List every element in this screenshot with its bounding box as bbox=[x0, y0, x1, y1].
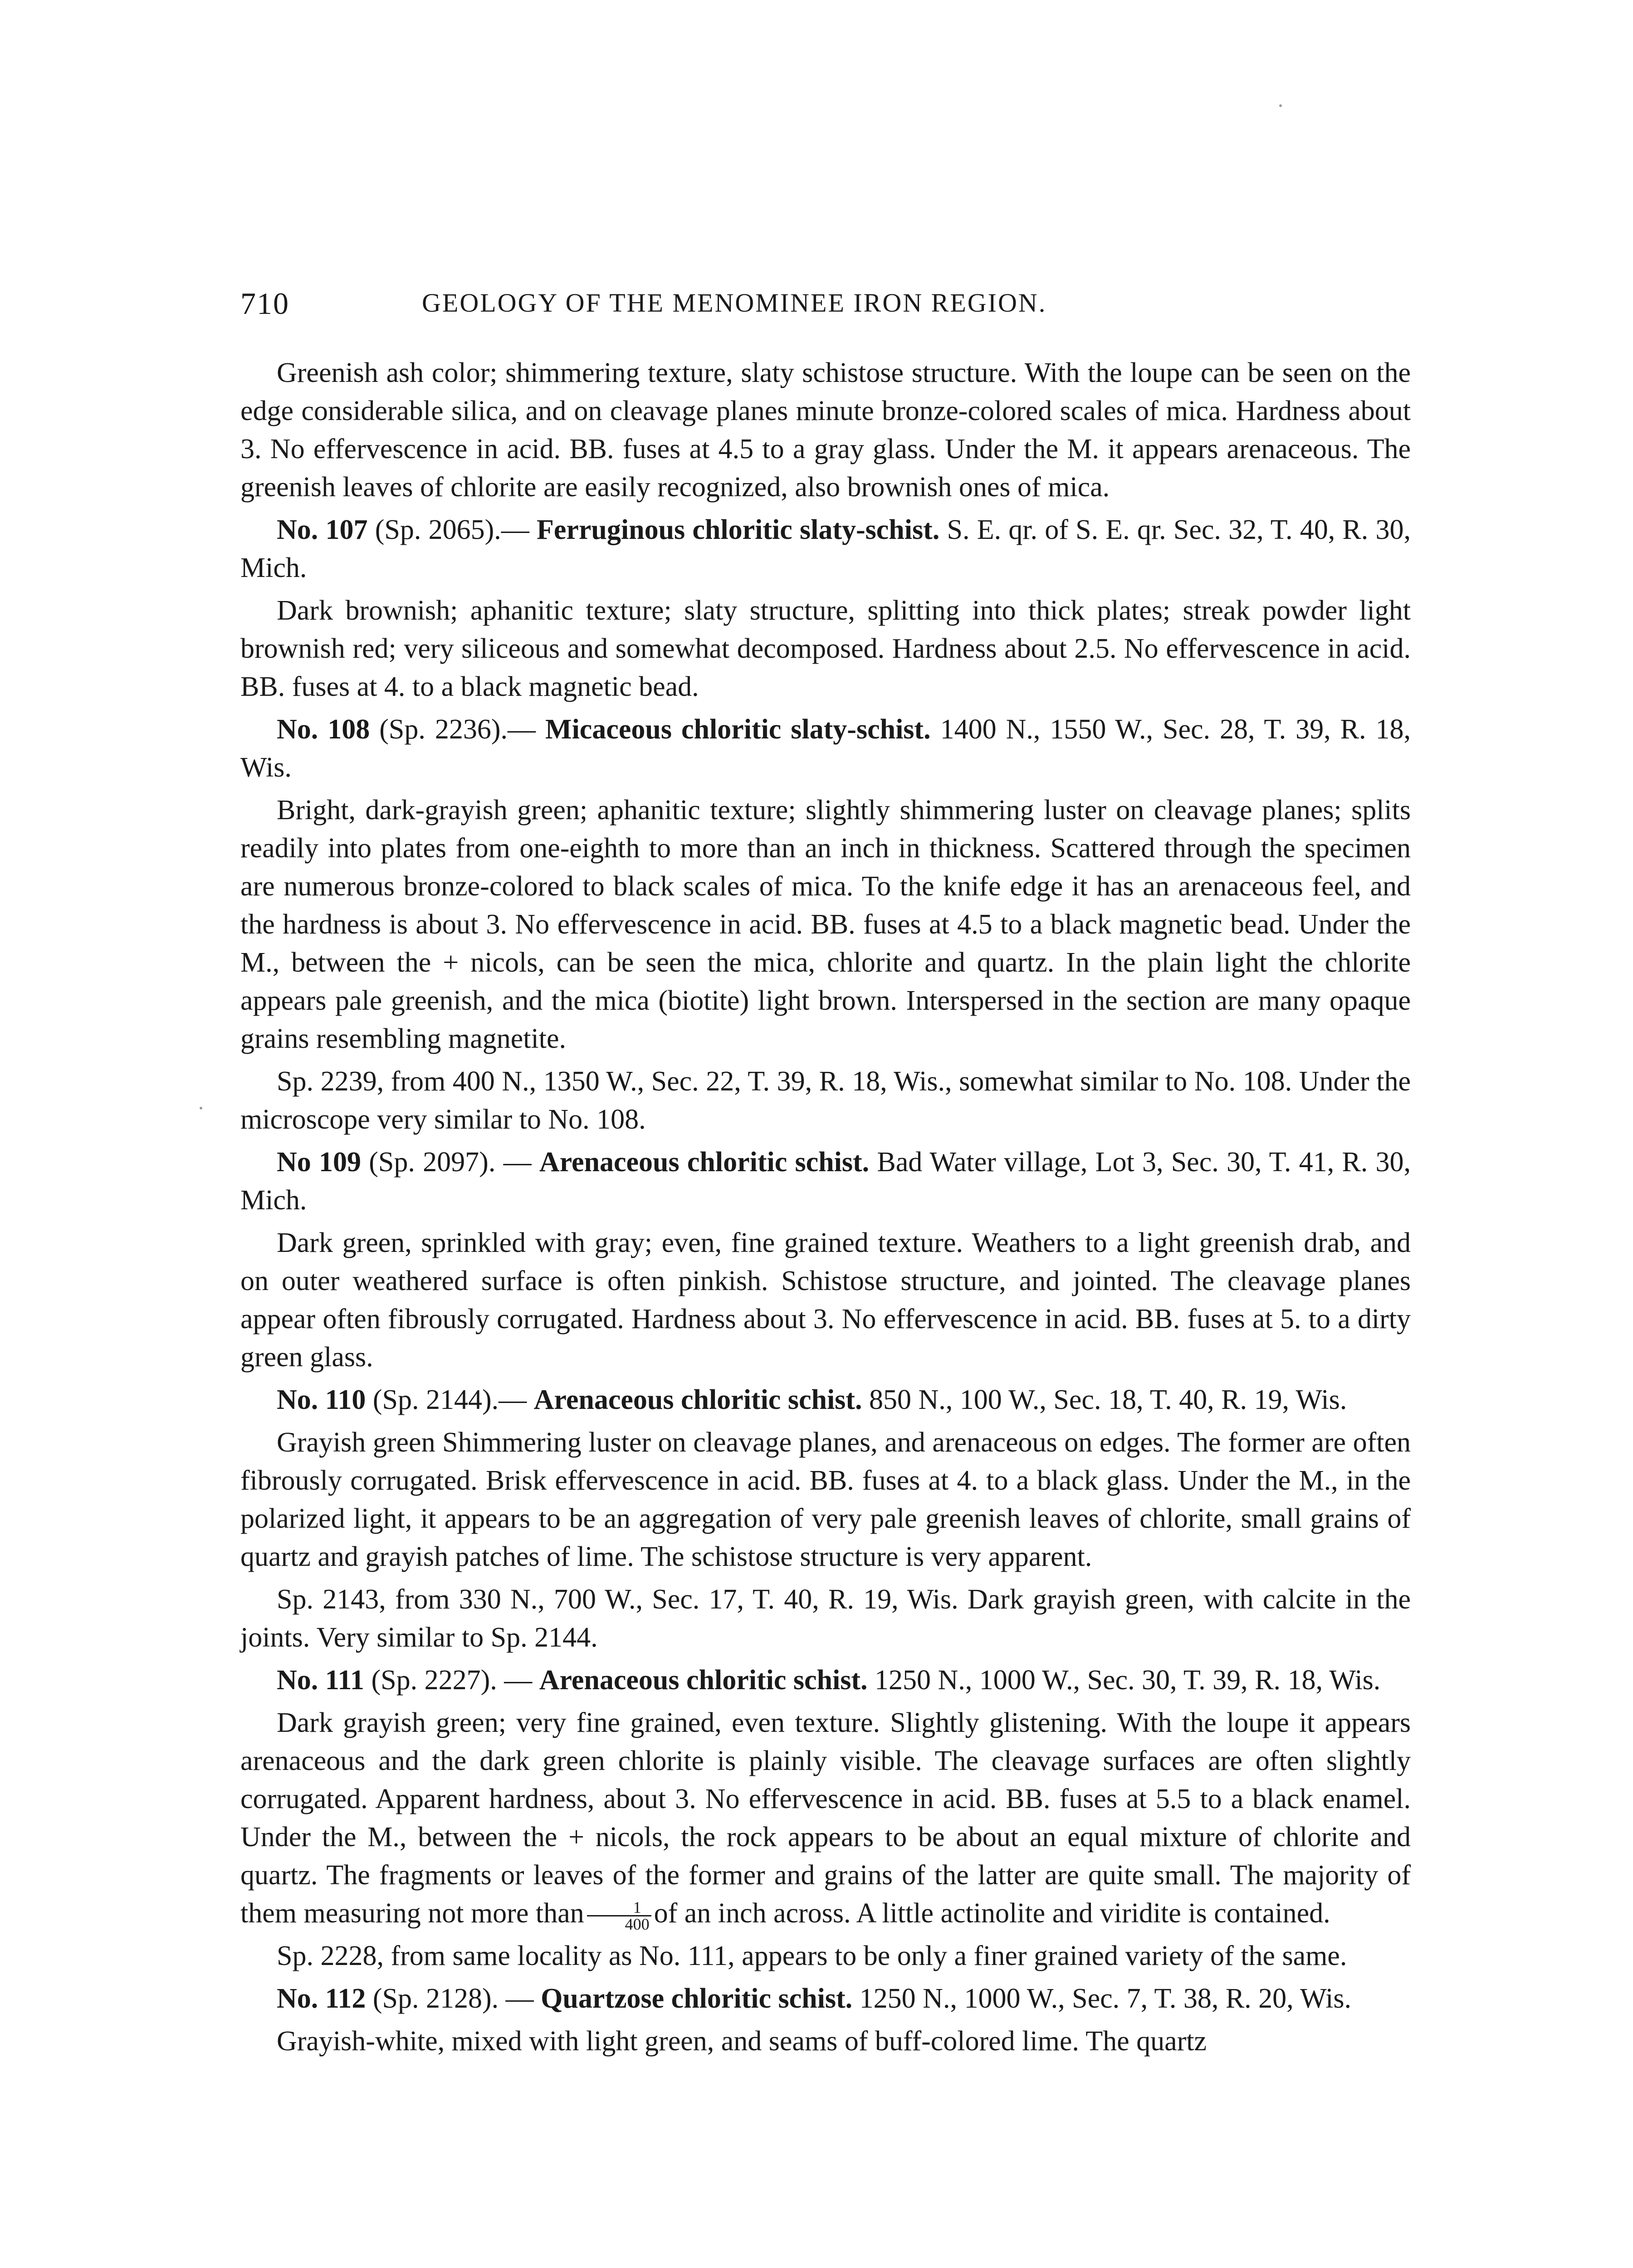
entry-number: No 109 bbox=[277, 1147, 362, 1178]
paragraph: Sp. 2239, from 400 N., 1350 W., Sec. 22, T. 39, R. 18, Wis., somewhat similar to No. 108. Under the microscope very similar to No. 108. bbox=[240, 1066, 1411, 1135]
paragraph bbox=[240, 1704, 1411, 1932]
fraction-numerator: 1 bbox=[587, 1900, 651, 1916]
entry-rock-name: Arenaceous chloritic schist. bbox=[533, 1384, 862, 1415]
scan-speck bbox=[1279, 104, 1282, 107]
specimen-entry-109 bbox=[240, 1143, 1411, 1219]
scan-speck bbox=[200, 1107, 202, 1110]
entry-specimen: (Sp. 2128). — bbox=[366, 1983, 541, 2014]
paragraph: Dark green, sprinkled with gray; even, fine grained texture. Weathers to a light greenish drab, and on outer weathered surface is often pinkish. Schistose structure, and jointed. The cleavage planes appear often fibrously corrugated. Hardness about 3. No effervescence in acid. BB. fuses at 5. to a dirty green glass. bbox=[240, 1227, 1411, 1373]
fraction-denominator: 400 bbox=[625, 1915, 650, 1934]
body-text bbox=[240, 354, 1411, 2065]
entry-number: No. 110 bbox=[277, 1384, 366, 1415]
entry-number: No. 112 bbox=[277, 1983, 366, 2014]
entry-number: No. 107 bbox=[277, 514, 368, 545]
running-title: GEOLOGY OF THE MENOMINEE IRON REGION. bbox=[422, 288, 1047, 318]
paragraph: Sp. 2143, from 330 N., 700 W., Sec. 17, T. 40, R. 19, Wis. Dark grayish green, with calcite in the joints. Very similar to Sp. 2144. bbox=[240, 1584, 1411, 1653]
fraction bbox=[587, 1900, 651, 1932]
entry-rock-name: Ferruginous chloritic slaty-schist. bbox=[536, 514, 940, 545]
entry-locality: S. E. qr. of S. E. qr. Sec. 32, T. 40, R. 30, Mich. bbox=[240, 514, 1411, 583]
specimen-entry-110 bbox=[240, 1381, 1411, 1419]
entry-specimen: (Sp. 2144).— bbox=[366, 1384, 534, 1415]
text-run: Dark grayish green; very fine grained, even texture. Slightly glistening. With the loupe it appears arenaceous and the dark green chlorite is plainly visible. The cleavage surfaces are often slightly corrugated. Apparent hardness, about 3. No effervescence in acid. BB. fuses at 5.5 to a black enamel. Under the M., between the + nicols, the rock appears to be about an equal mixture of chlorite and quartz. The fragments or leaves of the former and grains of the latter are quite small. The majority of them measuring not more than bbox=[240, 1707, 1411, 1929]
page-number: 710 bbox=[240, 286, 289, 321]
entry-number: No. 108 bbox=[277, 714, 370, 745]
entry-rock-name: Arenaceous chloritic schist. bbox=[539, 1665, 868, 1696]
entry-specimen: (Sp. 2065).— bbox=[367, 514, 537, 545]
specimen-entry-112 bbox=[240, 1980, 1411, 2018]
paragraph: Sp. 2228, from same locality as No. 111, appears to be only a finer grained variety of the same. bbox=[277, 1941, 1347, 1971]
entry-specimen: (Sp. 2227). — bbox=[364, 1665, 539, 1696]
specimen-entry-111 bbox=[240, 1661, 1411, 1699]
paragraph: Greenish ash color; shimmering texture, slaty schistose structure. With the loupe can be seen on the edge considerable silica, and on cleavage planes minute bronze-colored scales of mica. Hardness about 3. No effervescence in acid. BB. fuses at 4.5 to a gray glass. Under the M. it appears arenaceous. The greenish leaves of chlorite are easily recognized, also brownish ones of mica. bbox=[240, 357, 1411, 503]
paragraph: Dark brownish; aphanitic texture; slaty structure, splitting into thick plates; streak powder light brownish red; very siliceous and somewhat decomposed. Hardness about 2.5. No effervescence in acid. BB. fuses at 4. to a black magnetic bead. bbox=[240, 595, 1411, 702]
entry-rock-name: Quartzose chloritic schist. bbox=[541, 1983, 853, 2014]
entry-specimen: (Sp. 2097). — bbox=[361, 1147, 539, 1178]
paragraph: Bright, dark-grayish green; aphanitic texture; slightly shimmering luster on cleavage planes; splits readily into plates from one-eighth to more than an inch in thickness. Scattered through the specimen are numerous bronze-colored to black scales of mica. To the knife edge it has an arenaceous feel, and the hardness is about 3. No effervescence in acid. BB. fuses at 4.5 to a black magnetic bead. Under the M., between the + nicols, can be seen the mica, chlorite and quartz. In the plain light the chlorite appears pale greenish, and the mica (biotite) light brown. Interspersed in the section are many opaque grains resembling magnetite. bbox=[240, 795, 1411, 1054]
entry-locality: 850 N., 100 W., Sec. 18, T. 40, R. 19, Wis. bbox=[862, 1384, 1347, 1415]
text-run: of an inch across. A little actinolite and viridite is contained. bbox=[654, 1898, 1330, 1929]
specimen-entry-107 bbox=[240, 511, 1411, 587]
entry-specimen: (Sp. 2236).— bbox=[370, 714, 546, 745]
entry-number: No. 111 bbox=[277, 1665, 364, 1696]
paragraph: Grayish-white, mixed with light green, and seams of buff-colored lime. The quartz bbox=[277, 2026, 1207, 2057]
entry-locality: Bad Water village, Lot 3, Sec. 30, T. 41, R. 30, Mich. bbox=[240, 1147, 1411, 1216]
paragraph: Grayish green Shimmering luster on cleavage planes, and arenaceous on edges. The former are often fibrously corrugated. Brisk effervescence in acid. BB. fuses at 4. to a black glass. Under the M., in the polarized light, it appears to be an aggregation of very pale greenish leaves of chlorite, small grains of quartz and grayish patches of lime. The schistose structure is very apparent. bbox=[240, 1427, 1411, 1572]
entry-locality: 1250 N., 1000 W., Sec. 7, T. 38, R. 20, Wis. bbox=[852, 1983, 1351, 2014]
entry-rock-name: Micaceous chloritic slaty-schist. bbox=[545, 714, 931, 745]
specimen-entry-108 bbox=[240, 710, 1411, 787]
entry-rock-name: Arenaceous chloritic schist. bbox=[539, 1147, 870, 1178]
page-header bbox=[240, 286, 1411, 322]
entry-locality: 1250 N., 1000 W., Sec. 30, T. 39, R. 18, Wis. bbox=[867, 1665, 1381, 1696]
entry-locality: 1400 N., 1550 W., Sec. 28, T. 39, R. 18, Wis. bbox=[240, 714, 1411, 783]
